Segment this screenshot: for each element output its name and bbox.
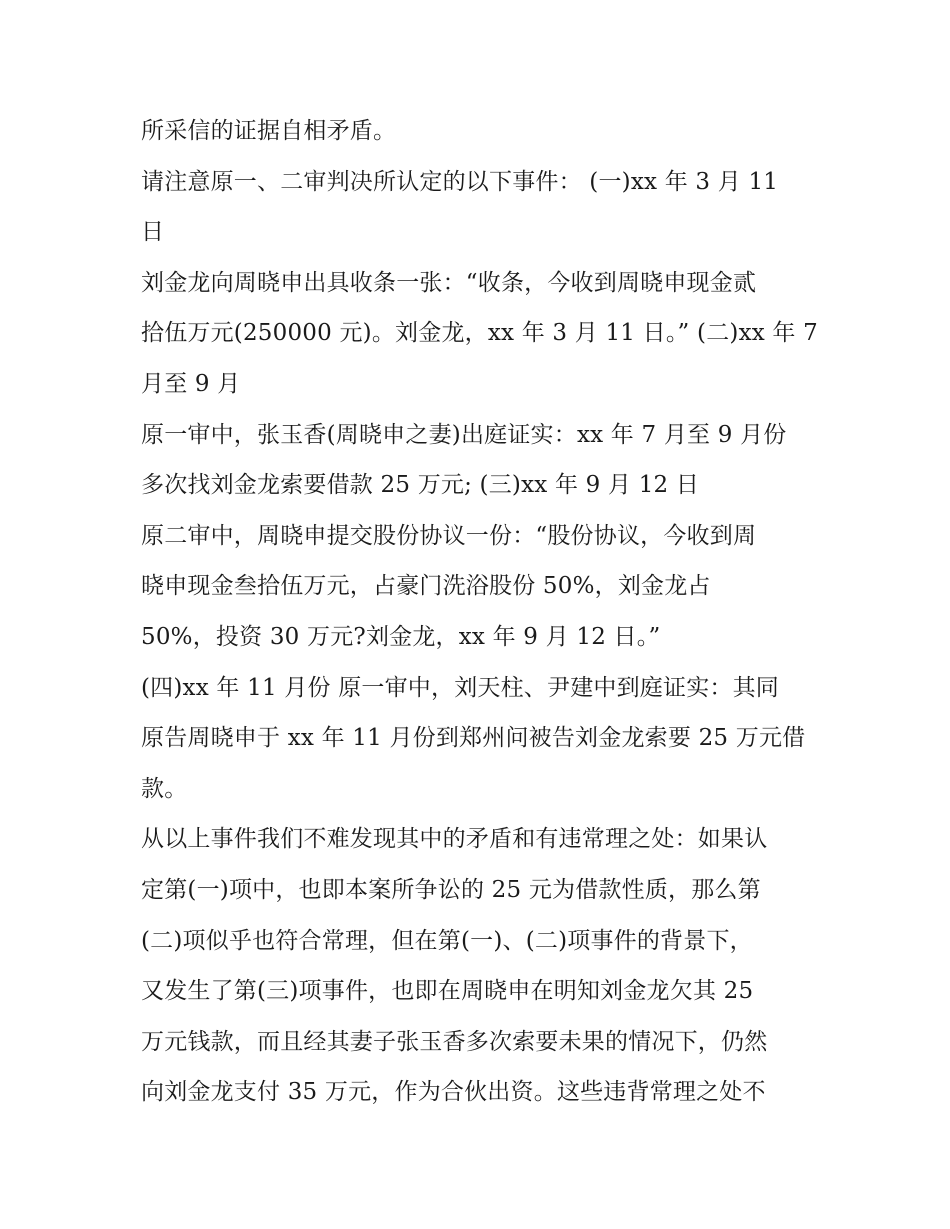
- text-line: 刘金龙向周晓申出具收条一张：“收条，今收到周晓申现金贰: [141, 269, 757, 296]
- text-line: 晓申现金叁拾伍万元，占豪门洗浴股份 50%，刘金龙占: [141, 573, 711, 600]
- text-line: 原一审中，张玉香(周晓申之妻)出庭证实：xx 年 7 月至 9 月份: [141, 421, 787, 448]
- text-line: 50%，投资 30 万元?刘金龙，xx 年 9 月 12 日。”: [141, 623, 661, 650]
- text-line: 款。: [141, 775, 188, 802]
- text-line: 从以上事件我们不难发现其中的矛盾和有违常理之处：如果认: [141, 826, 768, 853]
- document-body: [141, 106, 831, 1118]
- text-line: 定第(一)项中，也即本案所争讼的 25 元为借款性质，那么第: [141, 876, 761, 903]
- text-line: 请注意原一、二审判决所认定的以下事件： (一)xx 年 3 月 11: [141, 168, 779, 195]
- text-line: 所采信的证据自相矛盾。: [141, 118, 397, 144]
- text-line: 多次找刘金龙索要借款 25 万元; (三)xx 年 9 月 12 日: [141, 472, 700, 499]
- text-line: 万元钱款，而且经其妻子张玉香多次索要未果的情况下，仍然: [141, 1028, 768, 1055]
- text-line: 日: [141, 219, 165, 246]
- text-line: 原二审中，周晓申提交股份协议一份：“股份协议，今收到周: [141, 522, 757, 549]
- text-line: 又发生了第(三)项事件，也即在周晓申在明知刘金龙欠其 25: [141, 978, 754, 1005]
- text-line: (二)项似乎也符合常理，但在第(一)、(二)项事件的背景下，: [141, 927, 753, 954]
- text-line: 原告周晓申于 xx 年 11 月份到郑州问被告刘金龙索要 25 万元借: [141, 725, 806, 752]
- text-line: 月至 9 月: [141, 370, 241, 397]
- text-line: 拾伍万元(250000 元)。刘金龙，xx 年 3 月 11 日。” (二)xx 年 7: [141, 320, 818, 347]
- text-line: (四)xx 年 11 月份 原一审中，刘天柱、尹建中到庭证实：其同: [141, 674, 779, 701]
- text-line: 向刘金龙支付 35 万元，作为合伙出资。这些违背常理之处不: [141, 1079, 766, 1106]
